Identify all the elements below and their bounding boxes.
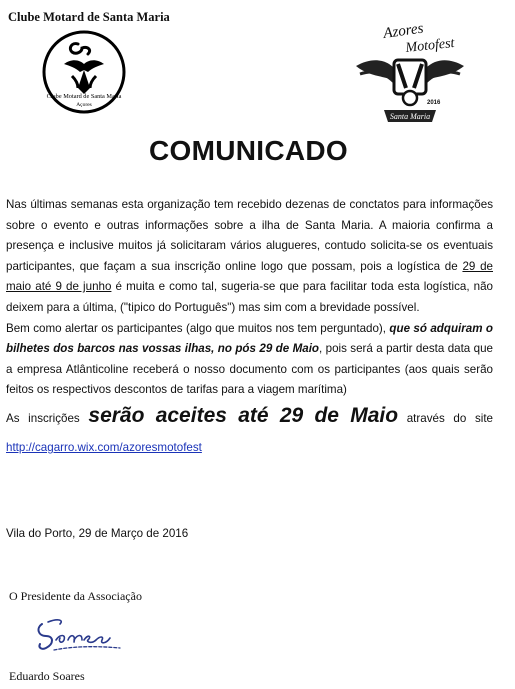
paragraph-text: Bem como alertar os participantes (algo que muitos nos tem perguntado), — [6, 321, 390, 335]
paragraph-logistics — [6, 195, 493, 319]
signatory-role: O Presidente da Associação — [9, 589, 142, 603]
motofest-logo — [350, 18, 470, 126]
logo-right-place: Santa Maria — [389, 112, 431, 121]
paragraph-text: é muita e como tal, sugeria-se que para facilitar toda esta logística, não deixem para a última, ("tipico do Português") mas sim com a brevidade possível. — [6, 280, 494, 314]
logo-right-motofest: Motofest — [404, 35, 456, 56]
paragraph-text: As inscrições — [6, 411, 89, 425]
handwritten-signature — [34, 610, 124, 658]
announcement-body — [6, 195, 493, 462]
place-date: Vila do Porto, 29 de Março de 2016 — [6, 527, 189, 540]
signatory-name: Eduardo Soares — [9, 669, 85, 683]
paragraph-text: , pois será a partir desta data que a empresa Atlânticoline receberá o nosso documento com os participantes (aos quais serão feitos os respectivos descontos de tarifas para a viagem marítima) — [6, 342, 493, 397]
club-name: Clube Motard de Santa Maria — [8, 10, 170, 24]
logo-right-year: 2016 — [427, 100, 441, 106]
page-title: COMUNICADO — [149, 135, 348, 166]
logo-left-name: Clube Motard de Santa Maria — [46, 93, 122, 100]
paragraph-text: através do site — [398, 411, 493, 425]
registration-link[interactable]: http://cagarro.wix.com/azoresmotofest — [6, 440, 202, 454]
club-logo — [42, 30, 126, 114]
paragraph-text: Nas últimas semanas esta organização tem recebido dezenas de conctatos para informações sobre o evento e outras informações sobre a ilha de Santa Maria. A maioria confirma a presença e inclusive muitos já solicitaram vários alugueres, contudo solicita-se os eventuais participantes, que façam a sua inscrição online logo que possam, pois a logística de — [6, 198, 493, 273]
winged-engine-icon — [356, 60, 464, 105]
date-range-underlined: 29 de maio até 9 de junho — [6, 259, 493, 294]
deadline-emphasis: serão aceites até 29 de Maio — [88, 403, 399, 427]
ferry-warning-emphasis: que só adquiram o bilhetes dos barcos nas vossas ilhas, no pós 29 de Maio — [6, 321, 493, 356]
paragraph-ferry — [6, 319, 493, 401]
logo-right-azores: Azores — [382, 20, 425, 42]
logo-left-region: Açores — [76, 102, 92, 108]
paragraph-deadline — [6, 401, 493, 462]
